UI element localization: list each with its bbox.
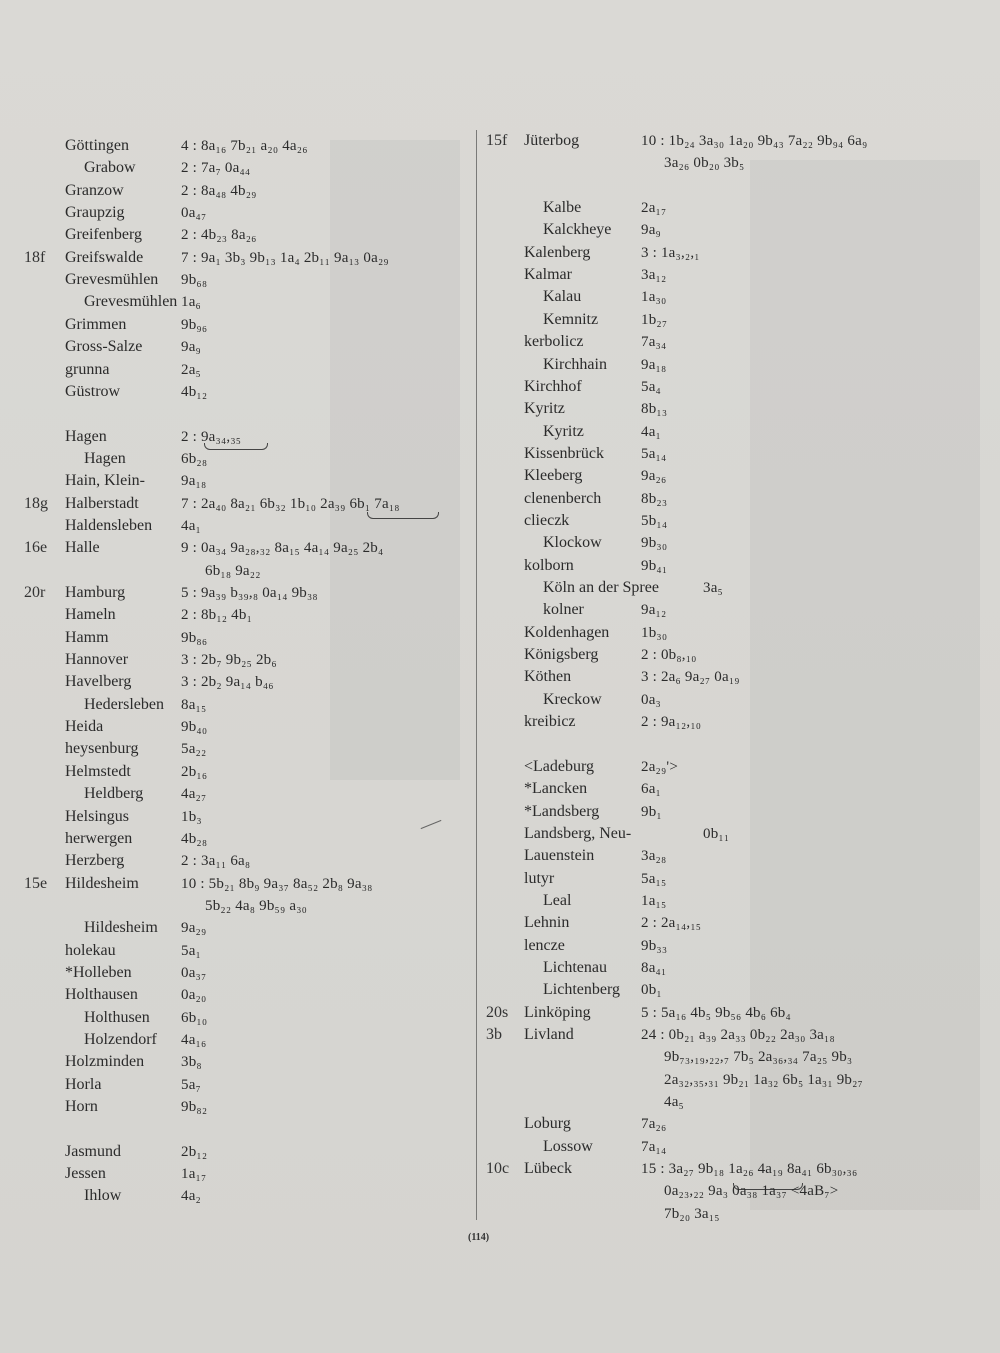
place-name: Gross-Salze [65, 338, 143, 356]
place-name: Jessen [65, 1165, 106, 1183]
place-name: *Lancken [524, 780, 588, 798]
place-name: Hildesheim [84, 919, 158, 937]
place-name: Lübeck [524, 1160, 572, 1178]
section-mark: 15e [24, 874, 48, 892]
reference-codes: 9b₃₀ [641, 535, 668, 552]
reference-codes: 4b₁₂ [181, 383, 208, 400]
section-mark: 3b [486, 1026, 502, 1043]
reference-codes: 24 : 0b₂₁ a₃₉ 2a₃₃ 0b₂₂ 2a₃₀ 3a₁₈ [641, 1027, 835, 1043]
place-name: Kissenbrück [524, 444, 604, 462]
reference-codes: 9b₆₈ [181, 272, 208, 289]
reference-codes: 7a₃₄ [641, 334, 667, 351]
place-name: Lossow [543, 1137, 593, 1155]
place-name: Horla [65, 1075, 102, 1093]
place-name: Kalmar [524, 266, 572, 284]
reference-codes: 9a₉ [181, 339, 201, 356]
place-name: Halberstadt [65, 494, 139, 512]
place-name: Helmstedt [65, 762, 131, 780]
place-name: Landsberg, Neu- [524, 824, 632, 842]
place-name: Königsberg [524, 646, 599, 664]
reference-codes: 5 : 9a₃₉ b₃₉,₈ 0a₁₄ 9b₃₈ [181, 585, 318, 601]
place-name: Hameln [65, 606, 116, 624]
page-number: (114) [468, 1232, 490, 1243]
place-name: Kirchhain [543, 355, 607, 373]
place-name: Greifswalde [65, 248, 144, 266]
place-name: Klockow [543, 534, 602, 552]
reference-codes: 1b₂₇ [641, 311, 668, 328]
place-name: Granzow [65, 181, 124, 199]
place-name: Kalenberg [524, 243, 591, 261]
reference-codes: 8a₁₅ [181, 696, 207, 713]
reference-codes: 6b₁₈ 9a₂₂ [205, 562, 261, 579]
reference-codes: 2 : 9a₃₄,₃₅ [181, 428, 242, 445]
reference-codes: 2a₁₇ [641, 200, 667, 217]
place-name: Kalckheye [543, 221, 612, 239]
place-name: Kalau [543, 288, 582, 306]
place-name: grunna [65, 360, 110, 378]
reference-codes: 8b₁₃ [641, 401, 668, 418]
place-name: Kreckow [543, 690, 602, 708]
place-name: kolborn [524, 556, 574, 574]
place-name: Ihlow [84, 1187, 122, 1205]
reference-codes: 9b₇₃,₁₉,₂₂,₇ 7b₅ 2a₃₆,₃₄ 7a₂₅ 9b₃ [664, 1049, 853, 1066]
reference-codes: 9b₉₆ [181, 316, 208, 333]
place-name: Kyritz [524, 400, 565, 418]
place-name: Haldensleben [65, 516, 153, 534]
place-name: *Holleben [65, 963, 132, 981]
reference-codes: 2 : 7a₇ 0a₄₄ [181, 160, 251, 177]
place-name: herwergen [65, 829, 133, 847]
reference-codes: 5b₁₄ [641, 512, 668, 529]
reference-codes: 5a₁ [181, 942, 201, 959]
reference-codes: 2 : 3a₁₁ 6a₈ [181, 853, 251, 870]
reference-codes: 2b₁₆ [181, 763, 208, 780]
bleed-through-left [330, 140, 460, 780]
reference-codes: 2 : 4b₂₃ 8a₂₆ [181, 227, 257, 244]
place-name: Grabow [84, 159, 136, 177]
reference-codes: 4a₂ [181, 1188, 201, 1205]
reference-codes: 2 : 0b₈,₁₀ [641, 647, 697, 664]
place-name: Kemnitz [543, 310, 599, 328]
place-name: holekau [65, 941, 116, 959]
reference-codes: 10 : 1b₂₄ 3a₃₀ 1a₂₀ 9b₄₃ 7a₂₂ 9b₉₄ 6a₉ [641, 133, 868, 149]
place-name: Hagen [65, 427, 107, 445]
reference-codes: 4a₁ [181, 517, 201, 534]
place-name: *Landsberg [524, 802, 600, 820]
reference-codes: 6b₁₀ [181, 1009, 208, 1026]
reference-codes: 2 : 8a₄₈ 4b₂₉ [181, 182, 257, 199]
reference-codes: 8b₂₃ [641, 490, 668, 507]
reference-codes: 3 : 1a₃,₂,₁ [641, 244, 700, 261]
reference-codes: 5a₇ [181, 1076, 201, 1093]
place-name: Hannover [65, 651, 129, 669]
place-name: kolner [543, 601, 584, 619]
reference-codes: 2a₃₂,₃₅,₃₁ 9b₂₁ 1a₃₂ 6b₅ 1a₃₁ 9b₂₇ [664, 1071, 863, 1088]
section-mark: 10c [486, 1160, 510, 1178]
place-name: Lauenstein [524, 847, 595, 865]
place-name: Hamburg [65, 584, 126, 601]
place-name: Hamm [65, 628, 109, 646]
place-name: Graupzig [65, 204, 125, 222]
reference-codes: 0a₃₇ [181, 964, 207, 981]
reference-codes: 3a₂₈ [641, 848, 667, 865]
reference-codes: 6a₁ [641, 781, 661, 798]
reference-codes: 8a₄₁ [641, 959, 667, 976]
section-mark: 18f [24, 248, 46, 266]
place-name: Kirchhof [524, 377, 582, 395]
reference-codes: 1a₆ [181, 294, 201, 311]
reference-codes: 0a₃ [641, 691, 661, 708]
reference-codes: 9a₂₆ [641, 468, 667, 485]
reference-codes: 9b₄₁ [641, 557, 668, 574]
place-name: Güstrow [65, 382, 121, 400]
place-name: Herzberg [65, 852, 125, 870]
place-name: Heida [65, 718, 104, 736]
reference-codes: 9a₉ [641, 222, 661, 239]
reference-codes: 5a₂₂ [181, 741, 207, 758]
section-mark: 15f [486, 132, 508, 149]
reference-codes: 9b₈₆ [181, 629, 208, 646]
reference-codes: 9b₄₀ [181, 719, 208, 736]
reference-codes: 5a₁₅ [641, 870, 667, 887]
place-name: Hain, Klein- [65, 472, 145, 490]
place-name: kerbolicz [524, 333, 584, 351]
reference-codes: 2a₂₉'> [641, 758, 678, 775]
reference-codes: 2b₁₂ [181, 1143, 208, 1160]
reference-codes: 2a₅ [181, 361, 201, 378]
reference-codes: 5a₄ [641, 378, 661, 395]
reference-codes: 0b₁₁ [703, 825, 730, 842]
reference-codes: 9a₂₉ [181, 920, 207, 937]
reference-codes: 1b₃ [181, 808, 202, 825]
reference-codes: 3a₂₆ 0b₂₀ 3b₅ [664, 155, 745, 172]
place-name: Heldberg [84, 785, 144, 803]
reference-codes: 7a₂₆ [641, 1116, 667, 1133]
place-name: Halle [65, 539, 100, 557]
place-name: Jasmund [65, 1142, 121, 1160]
reference-codes: 9b₁ [641, 803, 662, 820]
reference-codes: 2 : 2a₁₄,₁₅ [641, 915, 702, 932]
reference-codes: 7b₂₀ 3a₁₅ [664, 1205, 720, 1222]
reference-codes: 0a₄₇ [181, 205, 207, 222]
place-name: Köthen [524, 668, 572, 686]
reference-codes: 6b₂₈ [181, 450, 208, 467]
place-name: Kyritz [543, 422, 584, 440]
place-name: Grimmen [65, 315, 127, 333]
place-name: lencze [524, 936, 565, 954]
place-name: Loburg [524, 1115, 571, 1133]
pen-stroke [421, 820, 442, 829]
place-name: kreibicz [524, 713, 576, 731]
place-name: Livland [524, 1026, 574, 1043]
reference-codes: 4b₂₈ [181, 830, 208, 847]
reference-codes: 3 : 2a₆ 9a₂₇ 0a₁₉ [641, 669, 740, 686]
reference-codes: 9a₁₂ [641, 602, 667, 619]
place-name: Havelberg [65, 673, 132, 691]
reference-codes: 4a₁₆ [181, 1032, 207, 1048]
reference-codes: 9b₈₂ [181, 1099, 208, 1116]
place-name: Göttingen [65, 137, 129, 154]
place-name: Lichtenberg [543, 981, 621, 999]
place-name: Lehnin [524, 914, 570, 932]
reference-codes: 10 : 5b₂₁ 8b₉ 9a₃₇ 8a₅₂ 2b₈ 9a₃₈ [181, 875, 373, 892]
section-mark: 20s [486, 1003, 509, 1021]
section-mark: 16e [24, 539, 48, 557]
reference-codes: 3 : 2b₂ 9a₁₄ b₄₆ [181, 674, 274, 691]
place-name: Holthusen [84, 1008, 150, 1026]
reference-codes: 0a₂₃,₂₂ 9a₃ 0a₃₈ 1a₃₇ <4aB₇> [664, 1183, 839, 1200]
reference-codes: 7 : 2a₄₀ 8a₂₁ 6b₃₂ 1b₁₀ 2a₃₉ 6b₁ 7a₁₈ [181, 495, 400, 512]
place-name: Köln an der Spree [543, 579, 659, 596]
column-divider [476, 130, 477, 1220]
place-name: <Ladeburg [524, 757, 595, 775]
reference-codes: 7 : 9a₁ 3b₃ 9b₁₃ 1a₄ 2b₁₁ 9a₁₃ 0a₂₉ [181, 249, 389, 266]
place-name: clenenberch [524, 489, 602, 507]
place-name: Linköping [524, 1003, 591, 1021]
place-name: lutyr [524, 869, 555, 887]
place-name: heysenburg [65, 740, 139, 758]
place-name: Leal [543, 891, 572, 909]
place-name: Holzminden [65, 1053, 145, 1071]
reference-codes: 5b₂₂ 4a₈ 9b₅₉ a₃₀ [205, 897, 308, 914]
reference-codes: 3b₈ [181, 1054, 202, 1071]
place-name: Helsingus [65, 807, 129, 825]
reference-codes: 1a₁₇ [181, 1166, 207, 1183]
place-name: Kleeberg [524, 467, 583, 485]
reference-codes: 3a₁₂ [641, 267, 667, 284]
reference-codes: 4a₅ [664, 1094, 684, 1111]
reference-codes: 5a₁₄ [641, 445, 667, 462]
section-mark: 18g [24, 494, 48, 512]
reference-codes: 3 : 2b₇ 9b₂₅ 2b₆ [181, 652, 277, 669]
reference-codes: 0b₁ [641, 982, 662, 999]
reference-codes: 7a₁₄ [641, 1138, 667, 1155]
section-mark: 20r [24, 584, 46, 601]
reference-codes: 4a₁ [641, 423, 661, 440]
place-name: Hagen [84, 449, 126, 467]
place-name: Koldenhagen [524, 623, 610, 641]
place-name: Kalbe [543, 199, 582, 217]
reference-codes: 1b₃₀ [641, 624, 668, 641]
reference-codes: 9a₁₈ [181, 473, 207, 490]
reference-codes: 0a₂₀ [181, 987, 207, 1004]
reference-codes: 9b₃₃ [641, 937, 668, 954]
place-name: Horn [65, 1098, 98, 1116]
reference-codes: 9a₁₈ [641, 356, 667, 373]
place-name: Hedersleben [84, 695, 164, 713]
reference-codes: 4 : 8a₁₆ 7b₂₁ a₂₀ 4a₂₆ [181, 138, 308, 154]
place-name: Jüterbog [524, 132, 580, 149]
reference-codes: 5 : 5a₁₆ 4b₅ 9b₅₆ 4b₆ 6b₄ [641, 1004, 791, 1021]
reference-codes: 2 : 8b₁₂ 4b₁ [181, 607, 253, 624]
place-name: Holzendorf [84, 1031, 157, 1048]
reference-codes: 9 : 0a₃₄ 9a₂₈,₃₂ 8a₁₅ 4a₁₄ 9a₂₅ 2b₄ [181, 540, 384, 557]
reference-codes: 15 : 3a₂₇ 9b₁₈ 1a₂₆ 4a₁₉ 8a₄₁ 6b₃₀,₃₆ [641, 1161, 858, 1178]
reference-codes: 1a₃₀ [641, 289, 667, 306]
place-name: clieczk [524, 511, 570, 529]
place-name: Holthausen [65, 986, 138, 1004]
place-name: Greifenberg [65, 226, 142, 244]
reference-codes: 1a₁₅ [641, 892, 667, 909]
reference-codes: 2 : 9a₁₂,₁₀ [641, 714, 702, 731]
reference-codes: 3a₅ [703, 580, 723, 596]
place-name: Grevesmühlen [84, 293, 178, 311]
place-name: Grevesmühlen [65, 271, 159, 289]
place-name: Lichtenau [543, 958, 607, 976]
place-name: Hildesheim [65, 874, 139, 892]
reference-codes: 4a₂₇ [181, 786, 207, 803]
